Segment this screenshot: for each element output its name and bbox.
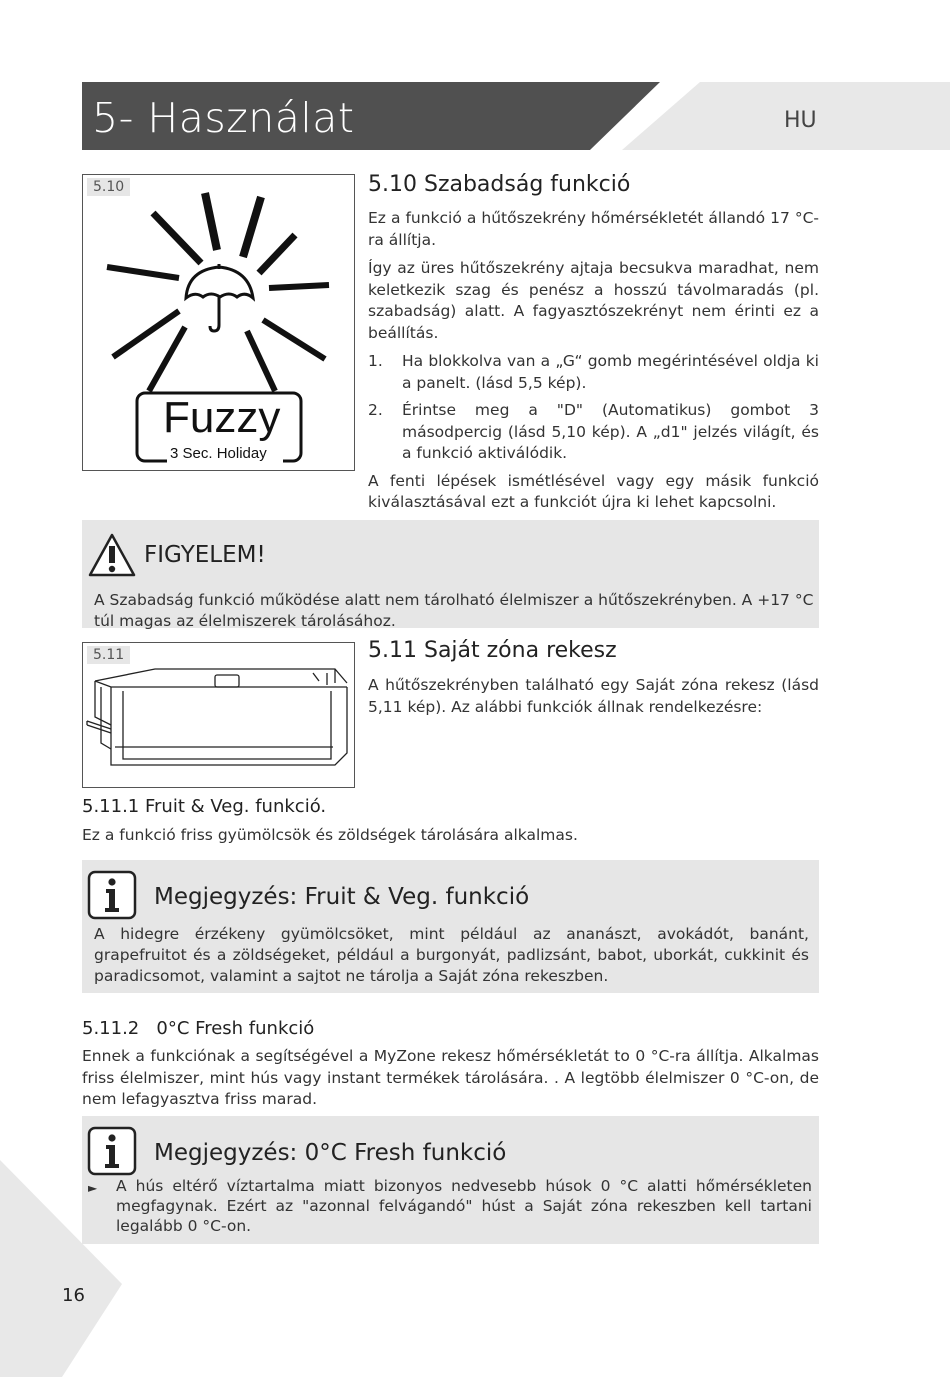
step-text: Érintse meg a "D" (Automatikus) gombot 3 másodpercig (lásd 5,10 kép). A „d1" jelzés világít, és a funkció aktiválódik. xyxy=(402,401,819,462)
paragraph: A fenti lépések ismétlésével vagy egy másik funkció kiválasztásával ezt a funkciót újra ki lehet kapcsolni. xyxy=(368,471,819,511)
language-code: HU xyxy=(784,108,817,133)
fuzzy-label: Fuzzy xyxy=(163,393,281,442)
subsection-title-5-11-1: 5.11.1 Fruit & Veg. funkció. xyxy=(82,796,327,817)
drawer-illustration xyxy=(83,643,354,787)
figure-5-10 xyxy=(82,174,355,471)
note-title: Megjegyzés: 0°C Fresh funkció xyxy=(154,1140,507,1166)
warning-triangle-icon xyxy=(87,532,137,578)
figure-5-11 xyxy=(82,642,355,788)
section-title-5-11: 5.11 Saját zóna rekesz xyxy=(368,638,617,663)
note-box-fruit-veg xyxy=(82,860,819,993)
page-title: 5- Használat xyxy=(92,94,355,142)
page-number: 16 xyxy=(62,1285,85,1306)
figure-label: 5.10 xyxy=(87,178,130,196)
step-number: 1. xyxy=(368,352,383,370)
list-item xyxy=(368,400,819,465)
note-text: A hidegre érzékeny gyümölcsöket, mint például az ananászt, avokádót, banánt, grapefruitot és a zöldségeket, például a burgonyát, padlizsánt, babot, uborkát, cukkinit és paradicsomot, valamint a sajtot ne tárolja a Saját zóna rekeszben. xyxy=(94,925,809,985)
warning-box xyxy=(82,520,819,628)
paragraph: Így az üres hűtőszekrény ajtaja becsukva maradhat, nem keletkezik szag és penész a hosszú távolmaradás (pl. szabadság) alatt. A fagyasztószekrényt nem érinti ez a beállítás. xyxy=(368,259,819,342)
subsection-5-11-1-body: Ez a funkció friss gyümölcsök és zöldségek tárolására alkalmas. xyxy=(82,826,578,844)
note-title: Megjegyzés: Fruit & Veg. funkció xyxy=(154,884,530,910)
step-number: 2. xyxy=(368,401,383,419)
warning-text: A Szabadság funkció működése alatt nem tárolható élelmiszer a hűtőszekrényben. A +17 °C túl magas az élelmiszerek tárolásához. xyxy=(94,591,814,630)
steps-list xyxy=(368,351,819,465)
page-corner-shape xyxy=(0,1160,130,1380)
section-5-11-body: A hűtőszekrényben található egy Saját zóna rekesz (lásd 5,11 kép). Az alábbi funkciók állnak rendelkezésre: xyxy=(368,676,819,716)
subsection-5-11-2-body: Ennek a funkciónak a segítségével a MyZone rekesz hőmérsékletát to 0 °C-ra állítja. Alkalmas friss élelmiszer, mint hús vagy instant termékek tárolására. . A legtöbb élelmiszer 0 °C-on, de nem lefagyasztva friss marad. xyxy=(82,1047,819,1108)
holiday-hint: 3 Sec. Holiday xyxy=(170,445,267,462)
warning-title: FIGYELEM! xyxy=(144,542,266,568)
bullet-icon: ► xyxy=(88,1181,98,1195)
note-text: A hús eltérő víztartalma miatt bizonyos nedvesebb húsok 0 °C alatti hőmérsékleten megfagynak. Ezért az "azonnal felvágandó" húst a Saját zóna rekeszben kell tartani legalább 0 °C-on. xyxy=(116,1177,812,1235)
paragraph: Ez a funkció a hűtőszekrény hőmérsékletét állandó 17 °C-ra állítja. xyxy=(368,209,819,249)
note-box-fresh xyxy=(82,1116,819,1244)
subsection-title-5-11-2: 5.11.2 0°C Fresh funkció xyxy=(82,1018,315,1039)
list-item xyxy=(368,351,819,394)
figure-label: 5.11 xyxy=(87,646,130,664)
info-icon xyxy=(87,870,139,922)
section-5-10-body xyxy=(368,208,819,521)
step-text: Ha blokkolva van a „G“ gomb megérintésével oldja ki a panelt. (lásd 5,5 kép). xyxy=(402,352,819,392)
section-title-5-10: 5.10 Szabadság funkció xyxy=(368,172,631,197)
